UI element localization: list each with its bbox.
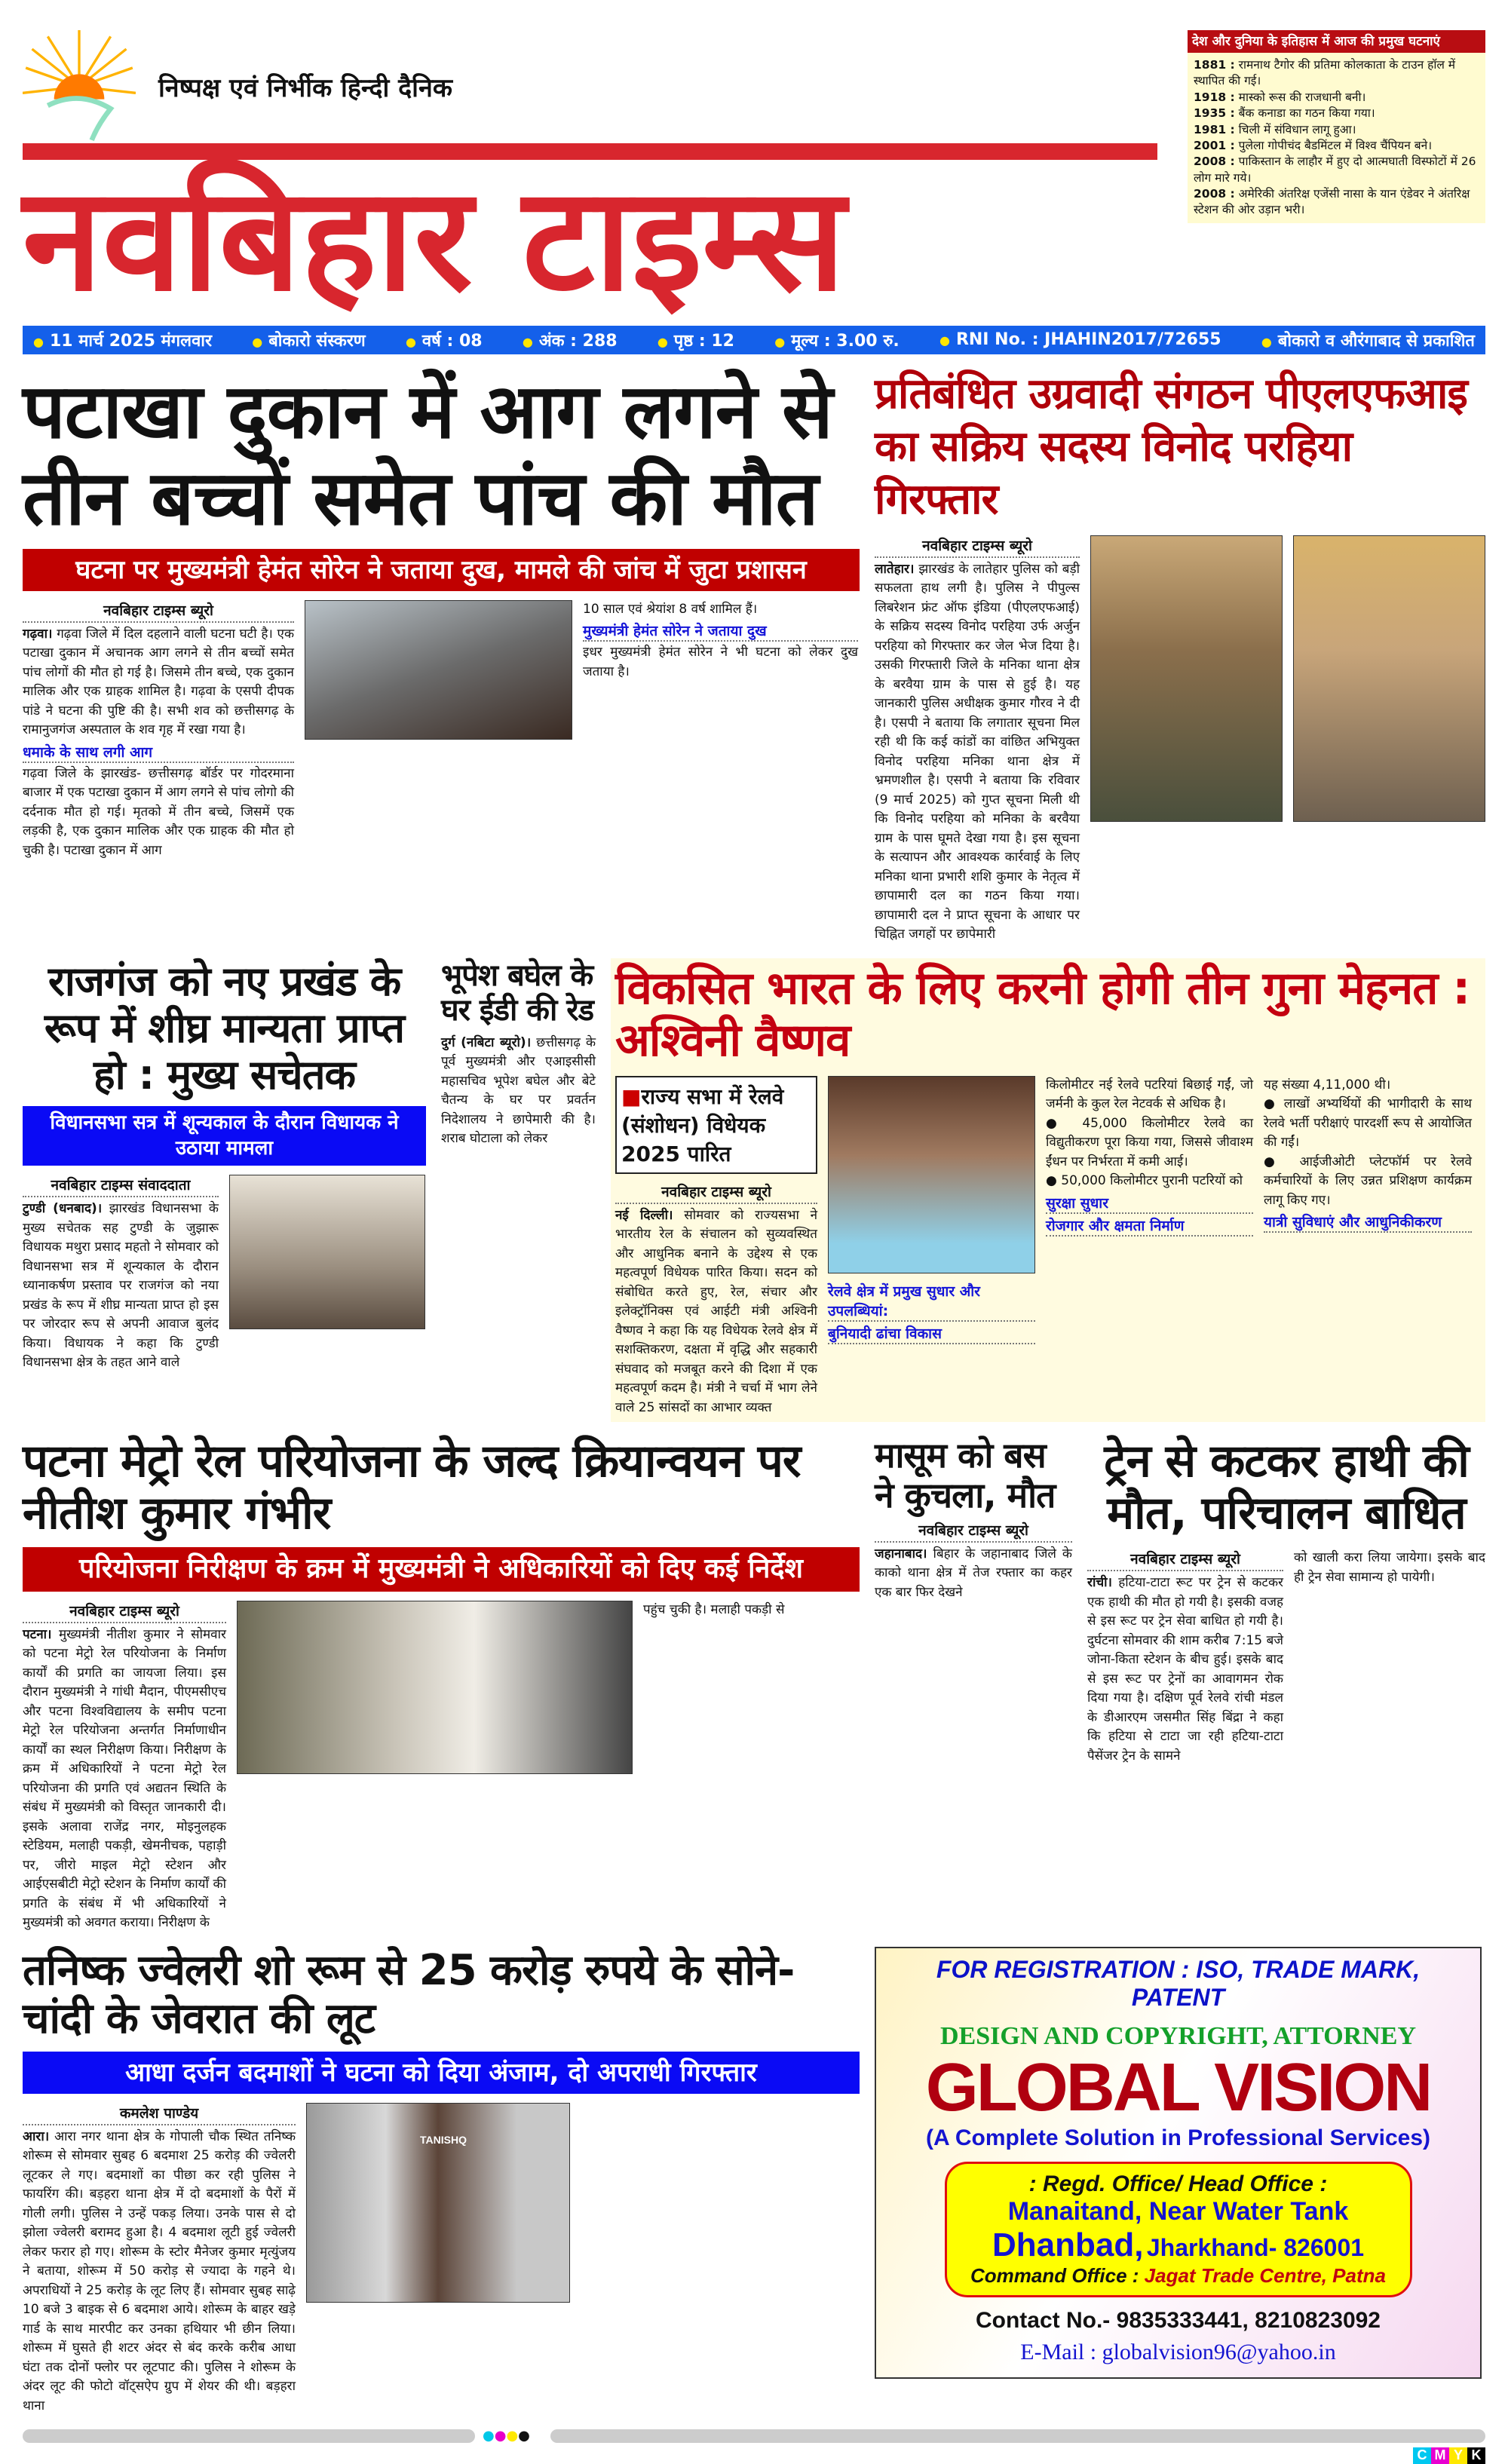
vaishnaw-dateline: नई दिल्ली। bbox=[615, 1207, 673, 1223]
history-box bbox=[1188, 30, 1485, 223]
history-item bbox=[1194, 122, 1479, 138]
plfi-columns bbox=[875, 535, 1485, 945]
bhupesh-dateline: दुर्ग (नबिटा ब्यूरो)। bbox=[441, 1034, 532, 1050]
edition-info-item: ● बोकारो संस्करण bbox=[252, 329, 365, 351]
history-year: 1881 : bbox=[1194, 58, 1235, 72]
row-4 bbox=[23, 1947, 1485, 2416]
history-text: मास्को रूस की राजधानी बनी। bbox=[1238, 90, 1366, 104]
edition-info-item: ● बोकारो व औरंगाबाद से प्रकाशित bbox=[1261, 329, 1475, 351]
history-text: अमेरिकी अंतरिक्ष एजेंसी नासा के यान एंडेवर ने अंतरिक्ष स्टेशन की ओर उड़ान भरी। bbox=[1194, 187, 1470, 217]
cmyk-marks bbox=[23, 2447, 1485, 2464]
newspaper-page bbox=[23, 0, 1485, 2464]
masoom-byline: नवबिहार टाइम्स ब्यूरो bbox=[875, 1520, 1072, 1543]
elephant-dateline: रांची। bbox=[1087, 1575, 1112, 1590]
registration-marks bbox=[23, 2429, 1485, 2443]
history-title: देश और दुनिया के इतिहास में आज की प्रमुख घटनाएं bbox=[1188, 30, 1485, 53]
fire-subheading2: मुख्यमंत्री हेमंत सोरेन ने जताया दुख bbox=[583, 621, 858, 642]
plfi-col1 bbox=[875, 535, 1080, 945]
edition-info-item: ● मूल्य : 3.00 रु. bbox=[774, 329, 900, 351]
rajganj-dateline: टुण्डी (धनबाद)। bbox=[23, 1201, 103, 1217]
fire-story bbox=[23, 368, 860, 861]
vaishnaw-box-text: राज्य सभा में रेलवे (संशोधन) विधेयक 2025 पारित bbox=[621, 1083, 784, 1166]
plfi-dateline: लातेहार। bbox=[875, 561, 915, 577]
rajganj-photo bbox=[229, 1175, 425, 1329]
cmyk-k-mark: K bbox=[1467, 2447, 1485, 2464]
fire-dateline: गढ़वा। bbox=[23, 626, 53, 642]
row-1 bbox=[23, 368, 1485, 945]
metro-body: मुख्यमंत्री नीतीश कुमार ने सोमवार को पटना मेट्रो रेल परियोजना के निर्माण कार्यों की प्रगति का जायजा लिया। इस दौरान मुख्यमंत्री ने गांधी मैदान, पीएमसीएच और पटना विश्वविद्यालय के समीप पटना मेट्रो रेल परियोजना अन्तर्गत निर्माणाधीन कार्यों का स्थल निरीक्षण किया। निरीक्षण के क्रम में अधिकारियों ने पटना मेट्रो रेल परियोजना की प्रगति एवं अद्यतन स्थिति के संबंध में मुख्यमंत्री को विस्तृत जानकारी दी। इसके अलावा राजेंद्र नगर, मोइनुलहक स्टेडियम, मलाही पकड़ी, खेमनीचक, पहाड़ी पर, जीरो माइल मेट्रो स्टेशन और आईएसबीटी मेट्रो स्टेशन के निर्माण कार्यों की प्रगति के संबंध में भी अधिकारियों ने मुख्यमंत्री को अवगत कराया। निरीक्षण के bbox=[23, 1626, 226, 1931]
metro-headline: पटना मेट्रो रेल परियोजना के जल्द क्रियान्वयन पर नीतीश कुमार गंभीर bbox=[23, 1435, 801, 1540]
tanishq-body: आरा नगर थाना क्षेत्र के गोपाली चौक स्थित तनिष्क शोरूम से सोमवार सुबह 6 बदमाश 25 करोड़ की ज्वेलरी लूटकर ले गए। बदमाशों का पीछा कर रही पुलिस ने फायरिंग की। बड़हरा थाना क्षेत्र में दो बदमाशों के पैरों में गोली लगी। पुलिस ने उन्हें पकड़ लिया। उनके पास से दो झोला ज्वेलरी बरामद हुआ है। 4 बदमाश लूटी हुई ज्वेलरी लेकर फरार हो गए। शोरूम के स्टोर मैनेजर कुमार मृत्युंजय ने बताया, शोरूम में 50 करोड़ से ज्यादा के गहने थे। अपराधियों ने 25 करोड़ के लूट लिए हैं। सोमवार सुबह साढ़े 10 बजे 3 बाइक से 6 बदमाश आये। शोरूम के बाहर खड़े गार्ड के साथ मारपीट कर उनका हथियार भी छीन लिया। शोरूम में घुसते ही शटर अंदर से बंद करके करीब आधा घंटा तक दोनों फ्लोर पर लूटपाट की। पुलिस ने शोरूम के अंदर लूट की फोटो वॉट्सऐप ग्रुप में शेयर की थी। बड़हरा थाना bbox=[23, 2128, 296, 2413]
metro-col3-text: पहुंच चुकी है। मलाही पकड़ी से bbox=[643, 1601, 785, 1617]
masoom-dateline: जहानाबाद। bbox=[875, 1546, 927, 1561]
rajganj-story bbox=[23, 958, 426, 1373]
history-list bbox=[1188, 53, 1485, 223]
vaishnaw-columns bbox=[615, 1076, 1481, 1418]
fire-photo bbox=[305, 600, 572, 740]
ad-command-value: Jagat Trade Centre, Patna bbox=[1144, 2263, 1386, 2287]
fire-body3: 10 साल एवं श्रेयांश 8 वर्ष शामिल हैं। bbox=[583, 601, 758, 617]
history-year: 2001 : bbox=[1194, 138, 1235, 152]
metro-subhead: परियोजना निरीक्षण के क्रम में मुख्यमंत्री ने अधिकारियों को दिए कई निर्देश bbox=[23, 1547, 860, 1592]
plfi-story bbox=[875, 368, 1485, 945]
ad-address: Manaitand, Near Water Tank bbox=[1007, 2196, 1349, 2226]
fire-subheading1: धमाके के साथ लगी आग bbox=[23, 742, 294, 763]
history-year: 1918 : bbox=[1194, 90, 1235, 104]
elephant-byline: नवबिहार टाइम्स ब्यूरो bbox=[1087, 1549, 1283, 1571]
tanishq-subhead: आधा दर्जन बदमाशों ने घटना को दिया अंजाम, दो अपराधी गिरफ्तार bbox=[23, 2052, 860, 2094]
history-text: बैंक कनाडा का गठन किया गया। bbox=[1238, 106, 1375, 121]
ad-office-label: : Regd. Office/ Head Office : bbox=[1028, 2171, 1328, 2196]
history-text: चिली में संविधान लागू हुआ। bbox=[1238, 122, 1356, 136]
vaishnaw-subheading-safety: सुरक्षा सुधार bbox=[1046, 1193, 1253, 1214]
history-year: 2008 : bbox=[1194, 187, 1235, 201]
history-item bbox=[1194, 154, 1479, 186]
plfi-photo-accused bbox=[1090, 535, 1283, 822]
ad-line2: DESIGN AND COPYRIGHT, ATTORNEY bbox=[940, 2021, 1416, 2050]
ad-brand: GLOBAL VISION bbox=[925, 2049, 1431, 2125]
history-text: पुलेला गोपीचंद बैडमिंटल में विश्व चैंपियन बने। bbox=[1238, 138, 1433, 152]
metro-byline: नवबिहार टाइम्स ब्यूरो bbox=[23, 1601, 226, 1623]
tanishq-photo bbox=[306, 2103, 570, 2303]
tanishq-dateline: आरा। bbox=[23, 2128, 50, 2144]
fire-headline bbox=[23, 368, 860, 541]
ad-line1: FOR REGISTRATION : ISO, TRADE MARK, PATENT bbox=[936, 1955, 1421, 2011]
vaishnaw-col3-text: किलोमीटर नई रेलवे पटरियां बिछाई गईं, जो जर्मनी के कुल रेल नेटवर्क से अधिक है। bbox=[1046, 1077, 1253, 1111]
history-item bbox=[1194, 57, 1479, 90]
history-item bbox=[1194, 186, 1479, 219]
tanishq-photo-sign: TANISHQ bbox=[420, 2133, 467, 2146]
logo-wordmark: नवबिहार टाइम्स bbox=[23, 143, 1157, 315]
row-3 bbox=[23, 1436, 1485, 1933]
metro-columns bbox=[23, 1601, 860, 1933]
vaishnaw-headline: विकसित भारत के लिए करनी होगी तीन गुना मेहनत : अश्विनी वैष्णव bbox=[615, 961, 1470, 1067]
masoom-headline: मासूम को बस ने कुचला, मौत bbox=[875, 1435, 1056, 1515]
ad-address-box bbox=[945, 2162, 1412, 2297]
edition-info-item: ● वर्ष : 08 bbox=[406, 329, 483, 351]
vaishnaw-section bbox=[611, 958, 1485, 1423]
newspaper-logo bbox=[23, 30, 1157, 323]
logo-top-row bbox=[23, 30, 1157, 143]
ad-tagline: (A Complete Solution in Professional Services) bbox=[925, 2125, 1431, 2150]
vaishnaw-subheading-reforms: रेलवे क्षेत्र में प्रमुख सुधार और उपलब्धियां: bbox=[828, 1281, 1035, 1322]
edition-info-item: ● RNI No. : JHAHIN2017/72655 bbox=[939, 330, 1221, 349]
tanishq-story bbox=[23, 1947, 860, 2416]
fire-byline: नवबिहार टाइम्स ब्यूरो bbox=[23, 600, 294, 623]
elephant-col1 bbox=[1087, 1549, 1283, 1766]
vaishnaw-box: ■राज्य सभा में रेलवे (संशोधन) विधेयक 2025 पारित bbox=[615, 1076, 817, 1174]
bhupesh-story bbox=[441, 958, 596, 1149]
elephant-col2 bbox=[1294, 1549, 1485, 1587]
cmyk-m-mark: M bbox=[1431, 2447, 1449, 2464]
rajganj-subhead: विधानसभा सत्र में शून्यकाल के दौरान विधायक ने उठाया मामला bbox=[23, 1106, 426, 1166]
elephant-story bbox=[1087, 1436, 1485, 1766]
registration-bar-left bbox=[23, 2429, 475, 2443]
rajganj-col1 bbox=[23, 1175, 219, 1373]
cmyk-y-mark: Y bbox=[1449, 2447, 1467, 2464]
fire-headline-line2: तीन बच्चों समेत पांच की मौत bbox=[23, 453, 818, 542]
fire-body2: गढ़वा जिले के झारखंड- छत्तीसगढ़ बॉर्डर पर गोदरमाना बाजार में एक पटाखा दुकान में आग लगने से पांच लोगो की दर्दनाक मौत हो गई। मृतको में तीन बच्चे, जिसमें एक लड़की है, एक दुकान मालिक और एक ग्राहक की मौत हो चुकी है। पटाखा दुकान में आग bbox=[23, 765, 294, 858]
history-year: 1935 : bbox=[1194, 106, 1235, 121]
bhupesh-body: छत्तीसगढ़ के पूर्व मुख्यमंत्री और एआइसीसी महासचिव भूपेश बघेल और बेटे चैतन्य के घर पर प्रवर्तन निदेशालय ने छापेमारी की है। शराब घोटाला को लेकर bbox=[441, 1034, 596, 1146]
rajganj-columns bbox=[23, 1175, 426, 1373]
tanishq-col1 bbox=[23, 2103, 296, 2416]
cmyk-c-mark: C bbox=[1413, 2447, 1431, 2464]
history-year: 2008 : bbox=[1194, 155, 1235, 169]
rajganj-headline: राजगंज को नए प्रखंड के रूप में शीघ्र मान्यता प्राप्त हो : मुख्य सचेतक bbox=[44, 957, 405, 1099]
masoom-story bbox=[875, 1436, 1072, 1602]
fire-body4: इधर मुख्यमंत्री हेमंत सोरेन ने भी घटना को लेकर दुख जताया है। bbox=[583, 645, 858, 679]
registration-dots: ●●●● bbox=[483, 2428, 530, 2444]
metro-dateline: पटना। bbox=[23, 1626, 52, 1642]
tanishq-byline: कमलेश पाण्डेय bbox=[23, 2103, 296, 2125]
vaishnaw-byline: नवबिहार टाइम्स ब्यूरो bbox=[615, 1181, 817, 1204]
edition-info-bar bbox=[23, 326, 1485, 354]
history-text: पाकिस्तान के लाहौर में हुए दो आत्मघाती विस्फोटों में 26 लोग मारे गये। bbox=[1194, 155, 1476, 185]
history-item bbox=[1194, 138, 1479, 154]
tanishq-headline: तनिष्क ज्वेलरी शो रूम से 25 करोड़ रुपये के सोने-चांदी के जेवरात की लूट bbox=[23, 1945, 795, 2044]
vaishnaw-bullet: ● 50,000 किलोमीटर पुरानी पटरियों को bbox=[1046, 1172, 1253, 1191]
ad-contact: Contact No.- 9835333441, 8210823092 bbox=[975, 2307, 1381, 2333]
plfi-byline: नवबिहार टाइम्स ब्यूरो bbox=[875, 535, 1080, 558]
fire-body1: गढ़वा जिले में दिल दहलाने वाली घटना घटी है। एक पटाखा दुकान में अचानक आग लगने से तीन बच्चों समेत पांच लोगों की मौत हो गई है। जिसमे तीन बच्चे, एक दुकान मालिक और एक ग्राहक शामिल है। गढ़वा के एसपी दीपक पांडे ने घटना की पुष्टि की है। सभी शव को छत्तीसगढ़ के रामानुजगंज अस्पताल के शव गृह में रखा गया है। bbox=[23, 626, 294, 738]
rajganj-byline: नवबिहार टाइम्स संवाददाता bbox=[23, 1175, 219, 1197]
history-item bbox=[1194, 106, 1479, 121]
edition-info-item: ● अंक : 288 bbox=[523, 329, 618, 351]
vaishnaw-col1 bbox=[615, 1076, 817, 1418]
masoom-body: बिहार के जहानाबाद जिले के काको थाना क्षेत्र में तेज रफ्तार का कहर एक बार फिर देखने bbox=[875, 1546, 1072, 1600]
registration-bar-right bbox=[550, 2429, 1485, 2443]
masthead bbox=[23, 30, 1485, 323]
rajganj-body: झारखंड विधानसभा के मुख्य सचेतक सह टुण्डी के जुझारू विधायक मथुरा प्रसाद महतो ने सोमवार को विधानसभा सत्र में शून्यकाल के दौरान ध्यानाकर्षण प्रस्ताव पर राजगंज को नया प्रखंड के रूप में शीघ्र मान्यता प्राप्त हो इस पर जोरदार रूप से अपनी आवाज बुलंद किया। विधायक ने कहा कि टुण्डी विधानसभा क्षेत्र के तहत आने वाले bbox=[23, 1201, 219, 1371]
vaishnaw-col3 bbox=[1046, 1076, 1253, 1238]
edition-info-item: ● पृष्ठ : 12 bbox=[657, 329, 734, 351]
sun-logo-icon bbox=[23, 30, 136, 143]
history-text: रामनाथ टैगोर की प्रतिमा कोलकाता के टाउन हॉल में स्थापित की गई। bbox=[1194, 58, 1456, 88]
history-item bbox=[1194, 90, 1479, 106]
metro-photo bbox=[237, 1601, 633, 1774]
metro-col1 bbox=[23, 1601, 226, 1933]
edition-info-item: ● 11 मार्च 2025 मंगलवार bbox=[33, 329, 212, 351]
ad-city: Dhanbad, bbox=[992, 2226, 1144, 2263]
elephant-columns bbox=[1087, 1549, 1485, 1766]
fire-col1 bbox=[23, 600, 294, 861]
ad-state: Jharkhand- 826001 bbox=[1146, 2233, 1365, 2261]
vaishnaw-photo bbox=[828, 1076, 1035, 1273]
fire-headline-line1: पटाखा दुकान में आग लगने से bbox=[23, 366, 832, 455]
tagline: निष्पक्ष एवं निर्भीक हिन्दी दैनिक bbox=[158, 73, 452, 103]
tanishq-columns bbox=[23, 2103, 860, 2416]
vaishnaw-bullet: ● लाखों अभ्यर्थियों की भागीदारी के साथ रेलवे भर्ती परीक्षाएं पारदर्शी रूप से आयोजित की गईं। bbox=[1264, 1095, 1472, 1153]
plfi-body: झारखंड के लातेहार पुलिस को बड़ी सफलता हाथ लगी है। पुलिस ने पीपुल्स लिबरेशन फ्रंट ऑफ इंडिया (पीएलएफआई) के सक्रिय सदस्य विनोद परहिया उर्फ अर्जुन परहिया को गिरफ्तार कर जेल भेज दिया है। उसकी गिरफ्तारी जिले के मनिका थाना क्षेत्र के बरवैया ग्राम के पास से हुई है। यह जानकारी पुलिस अधीक्षक कुमार गौरव ने दी है। एसपी ने बताया कि लगातार सूचना मिल रही थी कि कई कांडों का वांछित अभियुक्त विनोद परहिया मनिका थाना क्षेत्र में भ्रमणशील है। एसपी ने बताया कि रविवार (9 मार्च 2025) को गुप्त सूचना मिली थी कि विनोद परहिया को मनिका के बरवैया ग्राम के पास घूमते देखा गया है। इस सूचना के सत्यापन और आवश्यक कार्रवाई के लिए मनिका थाना प्रभारी शशि कुमार के नेतृत्व में छापामारी दल का गठन किया गया। छापामारी दल ने प्राप्त सूचना के आधार पर चिह्नित जगहों पर छापेमारी bbox=[875, 561, 1080, 942]
vaishnaw-bullet: ● आईजीओटी प्लेटफॉर्म पर रेलवे कर्मचारियों के लिए उन्नत प्रशिक्षण कार्यक्रम लागू किए गए। bbox=[1264, 1153, 1472, 1211]
vaishnaw-bullet: ● 45,000 किलोमीटर रेलवे का विद्युतीकरण पूरा किया गया, जिससे जीवाश्म ईंधन पर निर्भरता में कमी आई। bbox=[1046, 1114, 1253, 1172]
vaishnaw-body: सोमवार को राज्यसभा ने भारतीय रेल के संचालन को सुव्यवस्थित और आधुनिक बनाने के उद्देश्य से एक महत्वपूर्ण विधेयक पारित किया। सदन को संबोधित करते हुए, रेल, संचार और इलेक्ट्रॉनिक्स एवं आईटी मंत्री अश्विनी वैष्णव ने कहा कि यह विधेयक रेलवे क्षेत्र में सशक्तिकरण, दक्षता में वृद्धि और सहकारी संघवाद को मजबूत करने की दिशा में एक महत्वपूर्ण कदम है। मंत्री ने चर्चा में भाग लेने वाले 25 सांसदों का आभार व्यक्त bbox=[615, 1207, 818, 1415]
elephant-headline: ट्रेन से कटकर हाथी की मौत, परिचालन बाधित bbox=[1104, 1435, 1469, 1540]
vaishnaw-col4-text: यह संख्या 4,11,000 थी। bbox=[1264, 1077, 1391, 1093]
fire-subhead: घटना पर मुख्यमंत्री हेमंत सोरेन ने जताया दुख, मामले की जांच में जुटा प्रशासन bbox=[23, 549, 860, 591]
history-year: 1981 : bbox=[1194, 122, 1235, 136]
vaishnaw-subheading-passenger: यात्री सुविधाएं और आधुनिकीकरण bbox=[1264, 1212, 1472, 1233]
vaishnaw-subheading-jobs: रोजगार और क्षमता निर्माण bbox=[1046, 1215, 1253, 1237]
global-vision-ad bbox=[875, 1947, 1482, 2379]
row-2 bbox=[23, 958, 1485, 1423]
vaishnaw-subheading-infra: बुनियादी ढांचा विकास bbox=[828, 1323, 1035, 1344]
fire-col3 bbox=[583, 600, 858, 682]
metro-story bbox=[23, 1436, 860, 1933]
metro-col3 bbox=[643, 1601, 851, 1620]
plfi-photo-police bbox=[1293, 535, 1485, 822]
elephant-col2-text: को खाली करा लिया जायेगा। इसके बाद ही ट्रेन सेवा सामान्य हो पायेगी। bbox=[1294, 1550, 1485, 1585]
vaishnaw-col4 bbox=[1264, 1076, 1472, 1235]
vaishnaw-col2 bbox=[828, 1076, 1035, 1346]
plfi-headline: प्रतिबंधित उग्रवादी संगठन पीएलएफआइ का सक्रिय सदस्य विनोद परहिया गिरफ्तार bbox=[875, 369, 1467, 524]
fire-columns bbox=[23, 600, 860, 861]
ad-email: E-Mail : globalvision96@yahoo.in bbox=[1020, 2339, 1336, 2364]
elephant-body: हटिया-टाटा रूट पर ट्रेन से कटकर एक हाथी की मौत हो गयी है। इसकी वजह से इस रूट पर ट्रेन सेवा बाधित हो गयी है। दुर्घटना सोमवार की शाम करीब 7:15 बजे जोना-किता स्टेशन के बीच हुई। इसके बाद से इस रूट पर ट्रेनों का आवागमन रोक दिया गया है। दक्षिण पूर्व रेलवे रांची मंडल के डीआरएम जसमीत सिंह बिंद्रा ने कहा कि हटिया से टाटा जा रही हटिया-टाटा पैसेंजर ट्रेन के सामने bbox=[1087, 1575, 1284, 1764]
ad-command-label: Command Office : bbox=[970, 2263, 1139, 2287]
bhupesh-headline: भूपेश बघेल के घर ईडी की रेड bbox=[441, 958, 594, 1028]
